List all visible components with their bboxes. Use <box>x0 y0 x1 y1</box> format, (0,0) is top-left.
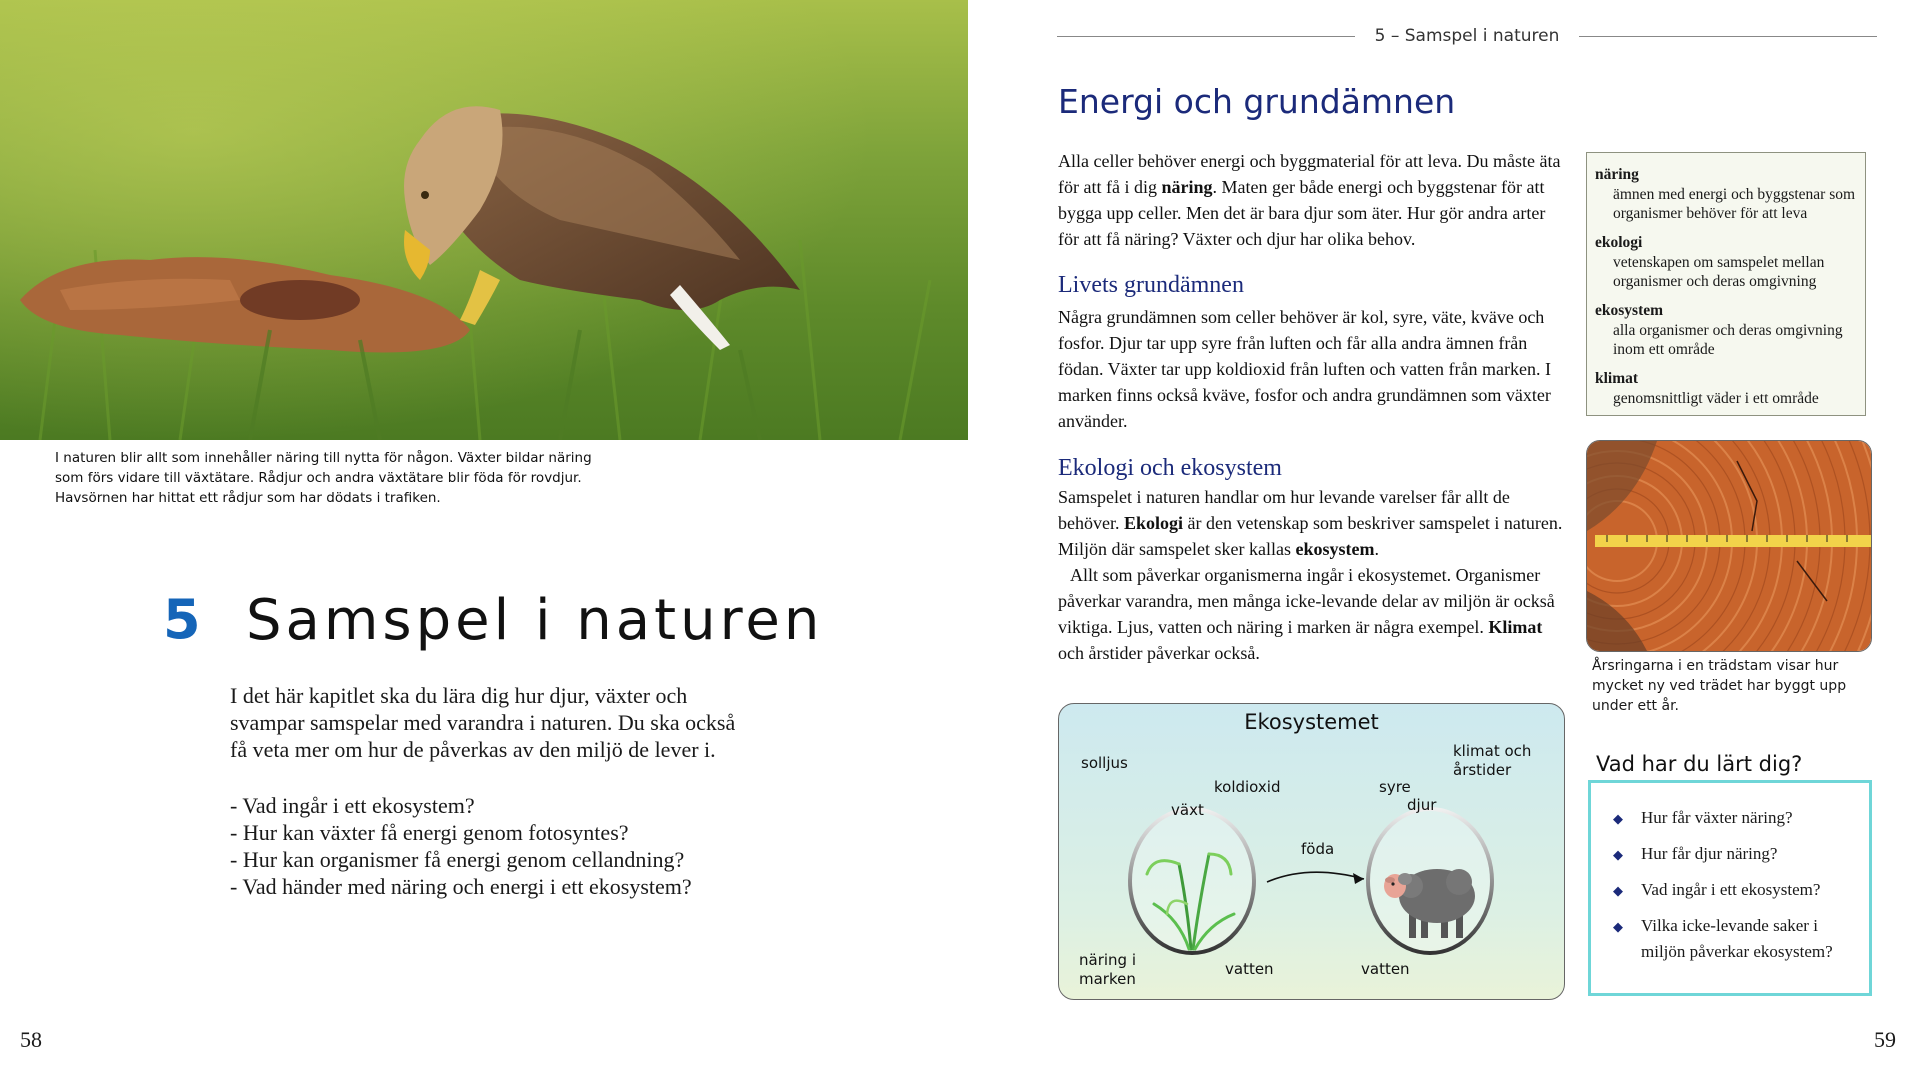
glossary-term: näring <box>1595 166 1639 183</box>
review-box <box>1588 780 1872 996</box>
chapter-number: 5 <box>163 588 201 651</box>
label-solljus: solljus <box>1081 754 1128 772</box>
question-item: - Vad händer med näring och energi i ett ekosystem? <box>230 874 692 899</box>
diamond-bullet-icon: ◆ <box>1613 811 1623 826</box>
subheading-elements: Livets grundämnen <box>1058 272 1244 298</box>
question-item: - Hur kan växter få energi genom fotosyntes? <box>230 820 629 845</box>
photo-caption: I naturen blir allt som innehåller näring till nytta för någon. Växter bildar näring som förs vidare till växtätare. Rådjur och andra växtätare blir föda för rovdjur. Havsörnen har hittat ett rådjur som har dödats i trafiken. <box>55 450 592 506</box>
chapter-title: Samspel i naturen <box>246 588 824 653</box>
text-run: Allt som påverkar organismerna ingår i ekosystemet. Organismer påverkar varandra, men många icke-levande delar av miljön är också viktiga. Ljus, vatten och näring i marken är några exempel. <box>1058 565 1555 637</box>
text-run: är den vetenskap som beskriver samspelet i naturen. Miljön där samspelet sker kallas <box>1058 513 1563 559</box>
section-heading: Energi och grundämnen <box>1058 82 1456 121</box>
eagle-photo <box>0 0 968 440</box>
paragraph-elements: Några grundämnen som celler behöver är kol, syre, väte, kväve och fosfor. Djur tar upp syre från luften och får alla andra ämnen från födan. Växter tar upp koldioxid från luften och vatten från marken. I marken finns också kväve, fosfor och andra grundämnen som växter använder. <box>1058 307 1551 431</box>
glossary-term: ekologi <box>1595 234 1643 251</box>
text-run: Samspelet i naturen handlar om hur levande varelser får allt de behöver. <box>1058 487 1510 533</box>
paragraph-energy <box>1058 148 1568 252</box>
review-item <box>1613 805 1859 832</box>
text-run: och årstider påverkar också. <box>1058 643 1260 663</box>
bold-term: Ekologi <box>1123 513 1184 533</box>
tree-ring-caption: Årsringarna i en trädstam visar hur mycket ny ved trädet har byggt upp under ett år. <box>1592 658 1847 714</box>
glossary-definition: genomsnittligt väder i ett område <box>1613 390 1819 407</box>
label-naring-i-marken: näring i marken <box>1079 951 1136 988</box>
review-item-text: Vilka icke-levande saker i miljön påverkar ekosystem? <box>1641 916 1833 961</box>
diamond-bullet-icon: ◆ <box>1613 883 1623 898</box>
diamond-bullet-icon: ◆ <box>1613 919 1623 934</box>
page-number-left: 58 <box>20 1027 42 1052</box>
review-item-text: Hur får växter näring? <box>1641 808 1793 827</box>
running-head-rule <box>1579 36 1877 37</box>
glossary-term: klimat <box>1595 370 1639 387</box>
ecosystem-diagram <box>1058 703 1565 1000</box>
text-run: . <box>1374 539 1379 559</box>
tree-ring-photo <box>1586 440 1872 652</box>
label-vaxt: växt <box>1171 801 1204 819</box>
review-item <box>1613 913 1859 965</box>
question-item: - Hur kan organismer få energi genom cellandning? <box>230 847 685 872</box>
label-vatten-plant: vatten <box>1225 960 1274 978</box>
text-run: Alla celler behöver energi och byggmaterial för att leva. Du måste äta för att få i dig <box>1058 151 1561 197</box>
label-klimat: klimat och årstider <box>1453 742 1532 779</box>
label-vatten-animal: vatten <box>1361 960 1410 978</box>
running-head <box>1057 22 1877 50</box>
paragraph-ecology <box>1058 484 1568 562</box>
running-head-rule <box>1057 36 1355 37</box>
bold-term: Klimat <box>1488 617 1543 637</box>
review-item-text: Vad ingår i ett ekosystem? <box>1641 880 1821 899</box>
review-item-text: Hur får djur näring? <box>1641 844 1778 863</box>
label-foda: föda <box>1301 840 1335 858</box>
diamond-bullet-icon: ◆ <box>1613 847 1623 862</box>
label-koldioxid: koldioxid <box>1214 778 1281 796</box>
review-item <box>1613 877 1859 904</box>
running-head-text: 5 – Samspel i naturen <box>1374 26 1560 46</box>
label-djur: djur <box>1407 796 1437 814</box>
subheading-ecology: Ekologi och ekosystem <box>1058 455 1282 481</box>
question-item: - Vad ingår i ett ekosystem? <box>230 793 475 818</box>
bold-term: näring <box>1161 177 1213 197</box>
label-syre: syre <box>1379 778 1411 796</box>
glossary-definition: vetenskapen om samspelet mellan organismer och deras omgivning <box>1613 254 1825 290</box>
glossary-definition: alla organismer och deras omgivning inom ett område <box>1613 322 1843 358</box>
review-item <box>1613 841 1859 868</box>
text-run: . Maten ger både energi och byggstenar för att bygga upp celler. Men det är bara djur som äter. Hur gör andra arter för att få näring? Växter och djur har olika behov. <box>1058 177 1546 249</box>
chapter-questions <box>230 792 750 900</box>
chapter-intro: I det här kapitlet ska du lära dig hur djur, växter och svampar samspelar med varandra i naturen. Du ska också få veta mer om hur de påverkas av den miljö de lever i. <box>230 683 736 762</box>
glossary-box <box>1586 152 1866 416</box>
page-number-right: 59 <box>1874 1027 1896 1052</box>
glossary-definition: ämnen med energi och byggstenar som organismer behöver för att leva <box>1613 186 1856 222</box>
paragraph-ecosystem <box>1058 562 1568 666</box>
glossary-term: ekosystem <box>1595 302 1664 319</box>
diagram-title: Ekosystemet <box>1244 710 1379 734</box>
bold-term: ekosystem <box>1295 539 1375 559</box>
review-title: Vad har du lärt dig? <box>1596 752 1803 776</box>
